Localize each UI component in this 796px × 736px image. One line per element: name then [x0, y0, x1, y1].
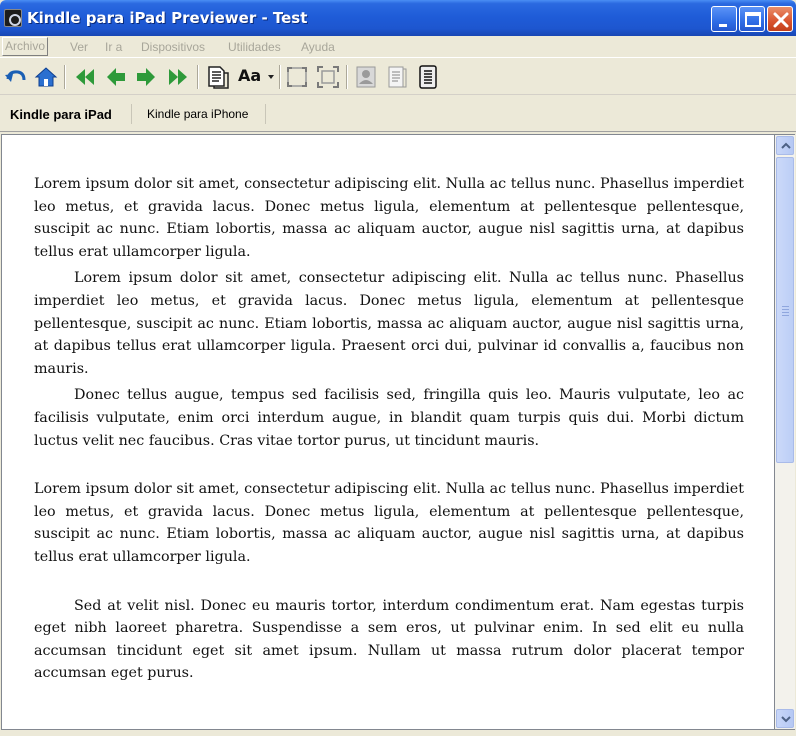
- first-page-button[interactable]: [72, 64, 98, 90]
- window-title: Kindle para iPad Previewer - Test: [27, 9, 308, 27]
- paragraph: Lorem ipsum dolor sit amet, consectetur adipiscing elit. Nulla ac tellus nunc. Phasellus imperdiet leo metus, et gravida lacus. Donec metus ligula, elementum at pellentesque pellentesque, suscipit ac nunc. Etiam lobortis, massa ac aliquam auctor, augue nisl sagittis urna, at dapibus tellus erat ullamcorper ligula. Praesent orci dui, pulvinar id convallis a, faucibus non mauris.: [34, 270, 744, 377]
- menu-utilidades[interactable]: Utilidades: [228, 40, 281, 54]
- menu-archivo[interactable]: Archivo: [2, 37, 48, 56]
- font-dropdown-icon[interactable]: [268, 75, 274, 79]
- minimize-button[interactable]: [711, 6, 737, 32]
- maximize-button[interactable]: [739, 6, 765, 32]
- scroll-thumb[interactable]: [776, 157, 794, 463]
- undo-icon: [3, 64, 29, 90]
- last-page-button[interactable]: [165, 64, 191, 90]
- book-page: [34, 173, 744, 685]
- minimize-icon: [712, 7, 738, 33]
- menu-ir-a[interactable]: Ir a: [105, 40, 123, 54]
- device-tabs: [0, 96, 796, 132]
- font-size-button[interactable]: Aa: [238, 66, 262, 85]
- close-button[interactable]: [767, 6, 793, 32]
- next-page-icon: [133, 64, 159, 90]
- document-icon: [205, 64, 231, 90]
- menu-bar: [0, 36, 796, 58]
- paragraph: Sed at velit nisl. Donec eu mauris tortor, interdum condimentum erat. Nam egestas turpis eget nibh laoreet pharetra. Suspendisse a sem eros, ut pulvinar enim. In sed elit eu nulla accumsan tincidunt eget sit amet ipsum. Nullam ut massa rutrum dolor placerat tempor accumsan eget purus.: [34, 597, 744, 682]
- last-page-icon: [165, 64, 191, 90]
- previous-page-icon: [103, 64, 129, 90]
- app-icon[interactable]: [4, 9, 22, 27]
- page-view-button[interactable]: [384, 64, 410, 90]
- menu-ver[interactable]: Ver: [70, 40, 89, 54]
- tab-divider: [265, 104, 266, 124]
- fit-width-icon: [284, 64, 310, 90]
- vertical-scrollbar[interactable]: [775, 134, 795, 730]
- portrait-icon: [353, 64, 379, 90]
- tab-kindle-iphone[interactable]: Kindle para iPhone: [147, 107, 249, 121]
- page-view-icon: [384, 64, 410, 90]
- paragraph: Lorem ipsum dolor sit amet, consectetur adipiscing elit. Nulla ac tellus nunc. Phasellus imperdiet leo metus, et gravida lacus. Donec metus ligula, elementum at pellentesque pellentesque, suscipit ac nunc. Etiam lobortis, massa ac aliquam auctor, augue nisl sagittis urna, at dapibus tellus erat ullamcorper ligula.: [34, 176, 744, 260]
- tab-divider: [131, 104, 132, 124]
- chevron-down-icon: [777, 710, 795, 729]
- menu-ayuda[interactable]: Ayuda: [301, 40, 335, 54]
- fit-width-button[interactable]: [284, 64, 310, 90]
- tab-kindle-ipad[interactable]: Kindle para iPad: [10, 107, 112, 122]
- toolbar-separator: [197, 65, 199, 89]
- home-button[interactable]: [33, 64, 59, 90]
- title-bar[interactable]: [0, 0, 796, 36]
- document-button[interactable]: [205, 64, 231, 90]
- toolbar-separator: [279, 65, 281, 89]
- preview-content[interactable]: [1, 134, 775, 730]
- window-bottom-border: [0, 730, 796, 736]
- toolbar-separator: [346, 65, 348, 89]
- device-button[interactable]: [415, 64, 441, 90]
- menu-dispositivos[interactable]: Dispositivos: [141, 40, 206, 54]
- toolbar: [0, 59, 796, 95]
- toolbar-separator: [64, 65, 66, 89]
- paragraph: Donec tellus augue, tempus sed facilisis sed, fringilla quis leo. Mauris vulputate, leo ac facilisis vulputate, enim orci interdum augue, in blandit quam turpis quis dui. Morbi dictum luctus velit nec faucibus. Cras vitae tortor purus, ut tincidunt mauris.: [34, 387, 744, 449]
- scroll-down-button[interactable]: [776, 709, 794, 728]
- portrait-button[interactable]: [353, 64, 379, 90]
- fit-page-icon: [315, 64, 341, 90]
- first-page-icon: [72, 64, 98, 90]
- next-page-button[interactable]: [133, 64, 159, 90]
- scroll-up-button[interactable]: [776, 136, 794, 155]
- fit-page-button[interactable]: [315, 64, 341, 90]
- paragraph: Lorem ipsum dolor sit amet, consectetur adipiscing elit. Nulla ac tellus nunc. Phasellus imperdiet leo metus, et gravida lacus. Donec metus ligula, elementum at pellentesque pellentesque, suscipit ac nunc. Etiam lobortis, massa ac aliquam auctor, augue nisl sagittis urna, at dapibus tellus erat ullamcorper ligula.: [34, 481, 744, 565]
- undo-button[interactable]: [3, 64, 29, 90]
- device-icon: [415, 64, 441, 90]
- chevron-up-icon: [777, 137, 795, 156]
- close-icon: [768, 7, 794, 33]
- home-icon: [33, 64, 59, 90]
- previous-page-button[interactable]: [103, 64, 129, 90]
- maximize-icon: [740, 7, 766, 33]
